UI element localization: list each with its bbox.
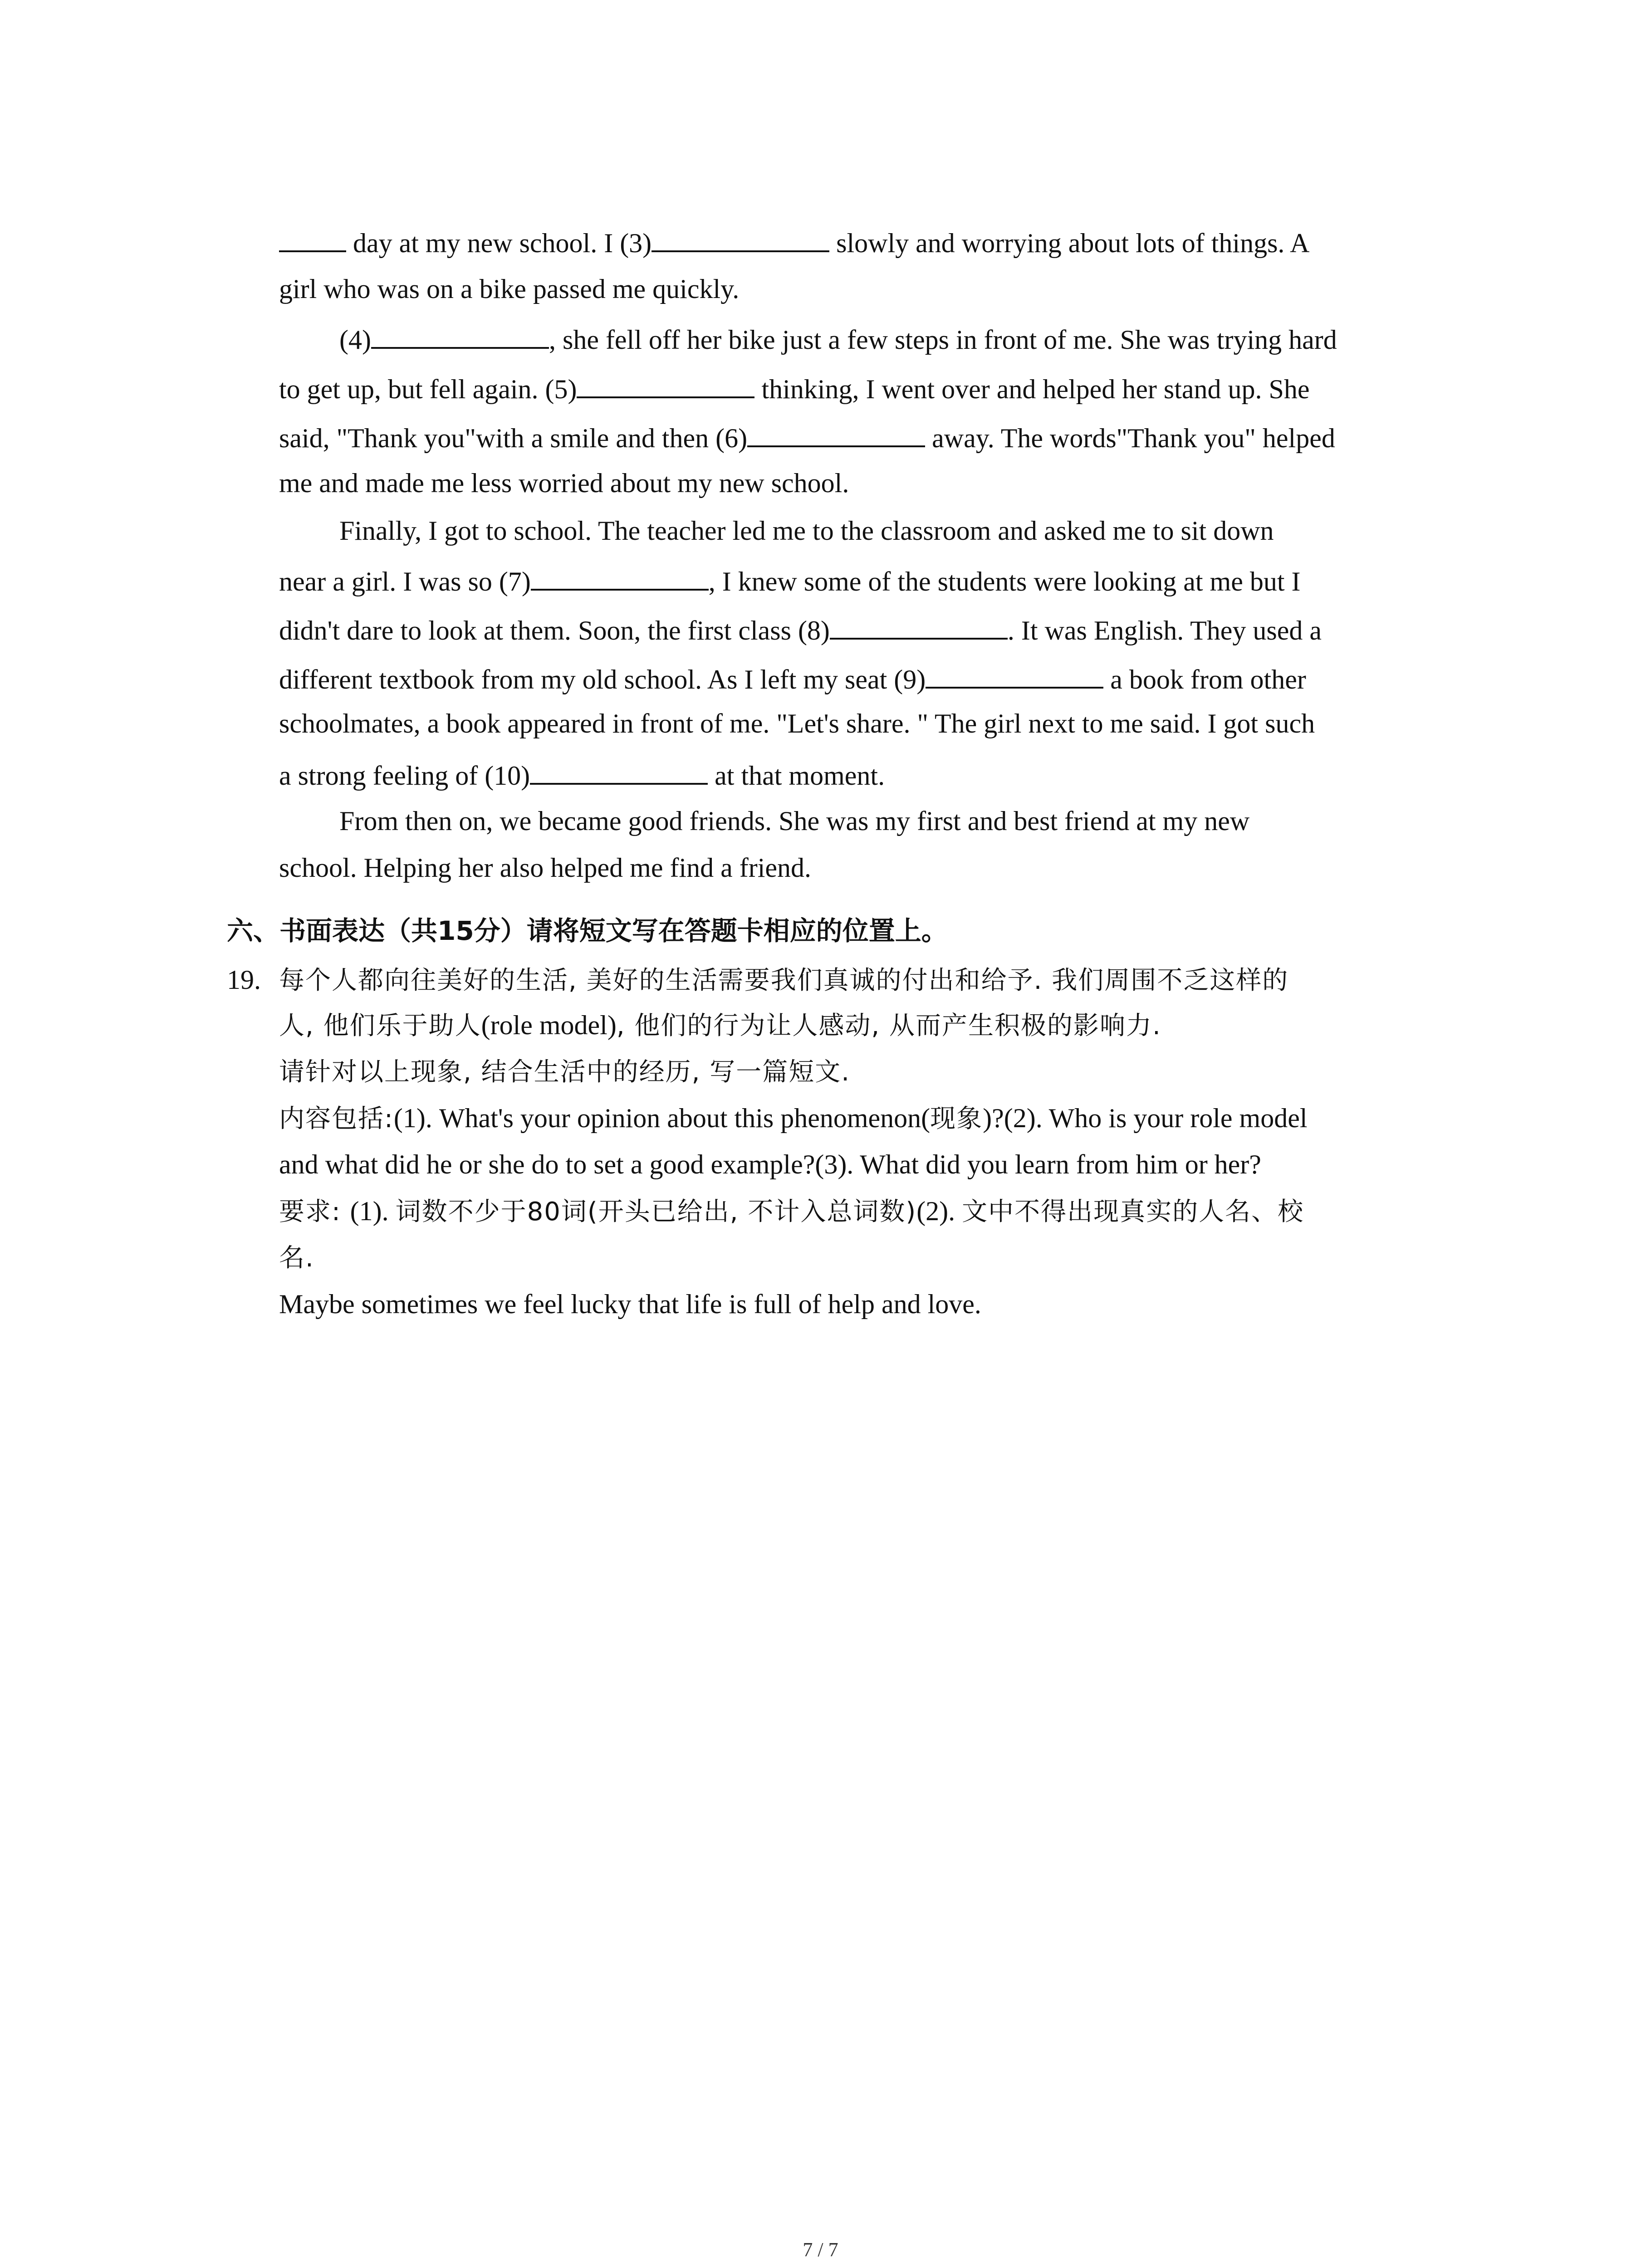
- passage-line-10: [279, 659, 1306, 698]
- passage-text: school. Helping her also helped me find a friend.: [279, 853, 811, 883]
- passage-text: From then on, we became good friends. She was my first and best friend at my new: [339, 806, 1250, 836]
- passage-line-13: [339, 803, 1249, 839]
- passage-text: different textbook from my old school. As I left my seat (9): [279, 665, 926, 694]
- passage-line-3: [339, 319, 1337, 358]
- passage-text: at that moment.: [708, 761, 885, 791]
- passage-text: thinking, I went over and helped her stand up. She: [754, 374, 1310, 404]
- question-text: 请针对以上现象, 结合生活中的经历, 写一篇短文.: [279, 1057, 851, 1087]
- question-text: 内容包括:: [279, 1104, 394, 1134]
- answer-blank-6[interactable]: [747, 417, 925, 447]
- question-text: 每个人都向往美好的生活, 美好的生活需要我们真诚的付出和给予. 我们周围不乏这样的: [279, 966, 1289, 995]
- passage-line-9: [279, 610, 1322, 649]
- question-text: )?(2). Who is your role model: [983, 1103, 1308, 1133]
- question-text: and what did he or she do to set a good example?(3). What did you learn from him or her?: [279, 1149, 1261, 1179]
- question-line-5: [279, 1146, 1261, 1183]
- passage-text: schoolmates, a book appeared in front of me. "Let's share. " The girl next to me said. I got such: [279, 709, 1315, 738]
- passage-line-1: [279, 222, 1309, 261]
- passage-text: girl who was on a bike passed me quickly.: [279, 274, 740, 304]
- passage-text: a strong feeling of (10): [279, 761, 530, 791]
- question-text: 文中不得出现真实的人名、校: [962, 1197, 1304, 1227]
- question-text: , 他们的行为让人感动, 从而产生积极的影响力.: [616, 1011, 1161, 1041]
- question-text: 现象: [930, 1104, 983, 1134]
- section-heading: 六、书面表达（共15分）请将短文写在答题卡相应的位置上。: [227, 915, 948, 946]
- passage-text: to get up, but fell again. (5): [279, 374, 577, 404]
- passage-text: , she fell off her bike just a few steps in front of me. She was trying hard: [549, 325, 1337, 355]
- passage-line-4: [279, 368, 1310, 407]
- answer-blank-7[interactable]: [531, 561, 709, 591]
- question-line-3: [279, 1053, 850, 1090]
- question-text: (1). What's your opinion about this phenomenon(: [393, 1103, 931, 1133]
- question-line-1: [279, 962, 1288, 999]
- passage-text: (4): [339, 325, 371, 355]
- question-text: (2).: [916, 1196, 962, 1226]
- page-number: 7 / 7: [803, 2239, 838, 2261]
- passage-text: said, "Thank you"with a smile and then (6): [279, 423, 748, 453]
- question-text: 要求:: [279, 1197, 350, 1227]
- answer-blank-3[interactable]: [652, 222, 829, 252]
- passage-text: me and made me less worried about my new school.: [279, 468, 849, 498]
- passage-text: away. The words"Thank you" helped: [925, 423, 1335, 453]
- question-line-4: [279, 1100, 1308, 1137]
- question-line-8: [279, 1286, 981, 1322]
- passage-line-11: [279, 705, 1315, 742]
- passage-line-14: [279, 850, 811, 886]
- passage-text: , I knew some of the students were looking at me but I: [708, 567, 1301, 596]
- answer-blank-2[interactable]: [279, 222, 346, 252]
- passage-text: . It was English. They used a: [1007, 616, 1322, 645]
- answer-blank-4[interactable]: [371, 319, 549, 349]
- question-text: 人, 他们乐于助人: [279, 1011, 481, 1041]
- question-line-7: [279, 1239, 314, 1276]
- answer-blank-5[interactable]: [577, 368, 754, 398]
- passage-text: Finally, I got to school. The teacher led me to the classroom and asked me to sit down: [339, 516, 1274, 546]
- answer-blank-9[interactable]: [926, 659, 1103, 689]
- question-text: 词数不少于80词(开头已给出, 不计入总词数): [395, 1197, 917, 1227]
- question-number: 19.: [227, 965, 261, 995]
- passage-line-2: [279, 271, 739, 307]
- question-line-6: [279, 1193, 1304, 1230]
- passage-line-12: [279, 755, 885, 794]
- passage-line-7: [339, 513, 1274, 549]
- passage-text: slowly and worrying about lots of things. A: [829, 228, 1310, 258]
- question-text: Maybe sometimes we feel lucky that life is full of help and love.: [279, 1289, 981, 1319]
- passage-text: near a girl. I was so (7): [279, 567, 531, 596]
- passage-line-6: [279, 465, 849, 501]
- passage-text: day at my new school. I (3): [346, 228, 652, 258]
- question-text: (role model): [481, 1010, 617, 1040]
- passage-line-5: [279, 417, 1335, 456]
- question-line-2: [279, 1007, 1161, 1044]
- passage-text: didn't dare to look at them. Soon, the first class (8): [279, 616, 830, 645]
- question-text: 名.: [279, 1243, 314, 1273]
- question-text: (1).: [350, 1196, 396, 1226]
- answer-blank-8[interactable]: [830, 610, 1008, 640]
- passage-text: a book from other: [1103, 665, 1306, 694]
- passage-line-8: [279, 561, 1301, 600]
- answer-blank-10[interactable]: [530, 755, 708, 785]
